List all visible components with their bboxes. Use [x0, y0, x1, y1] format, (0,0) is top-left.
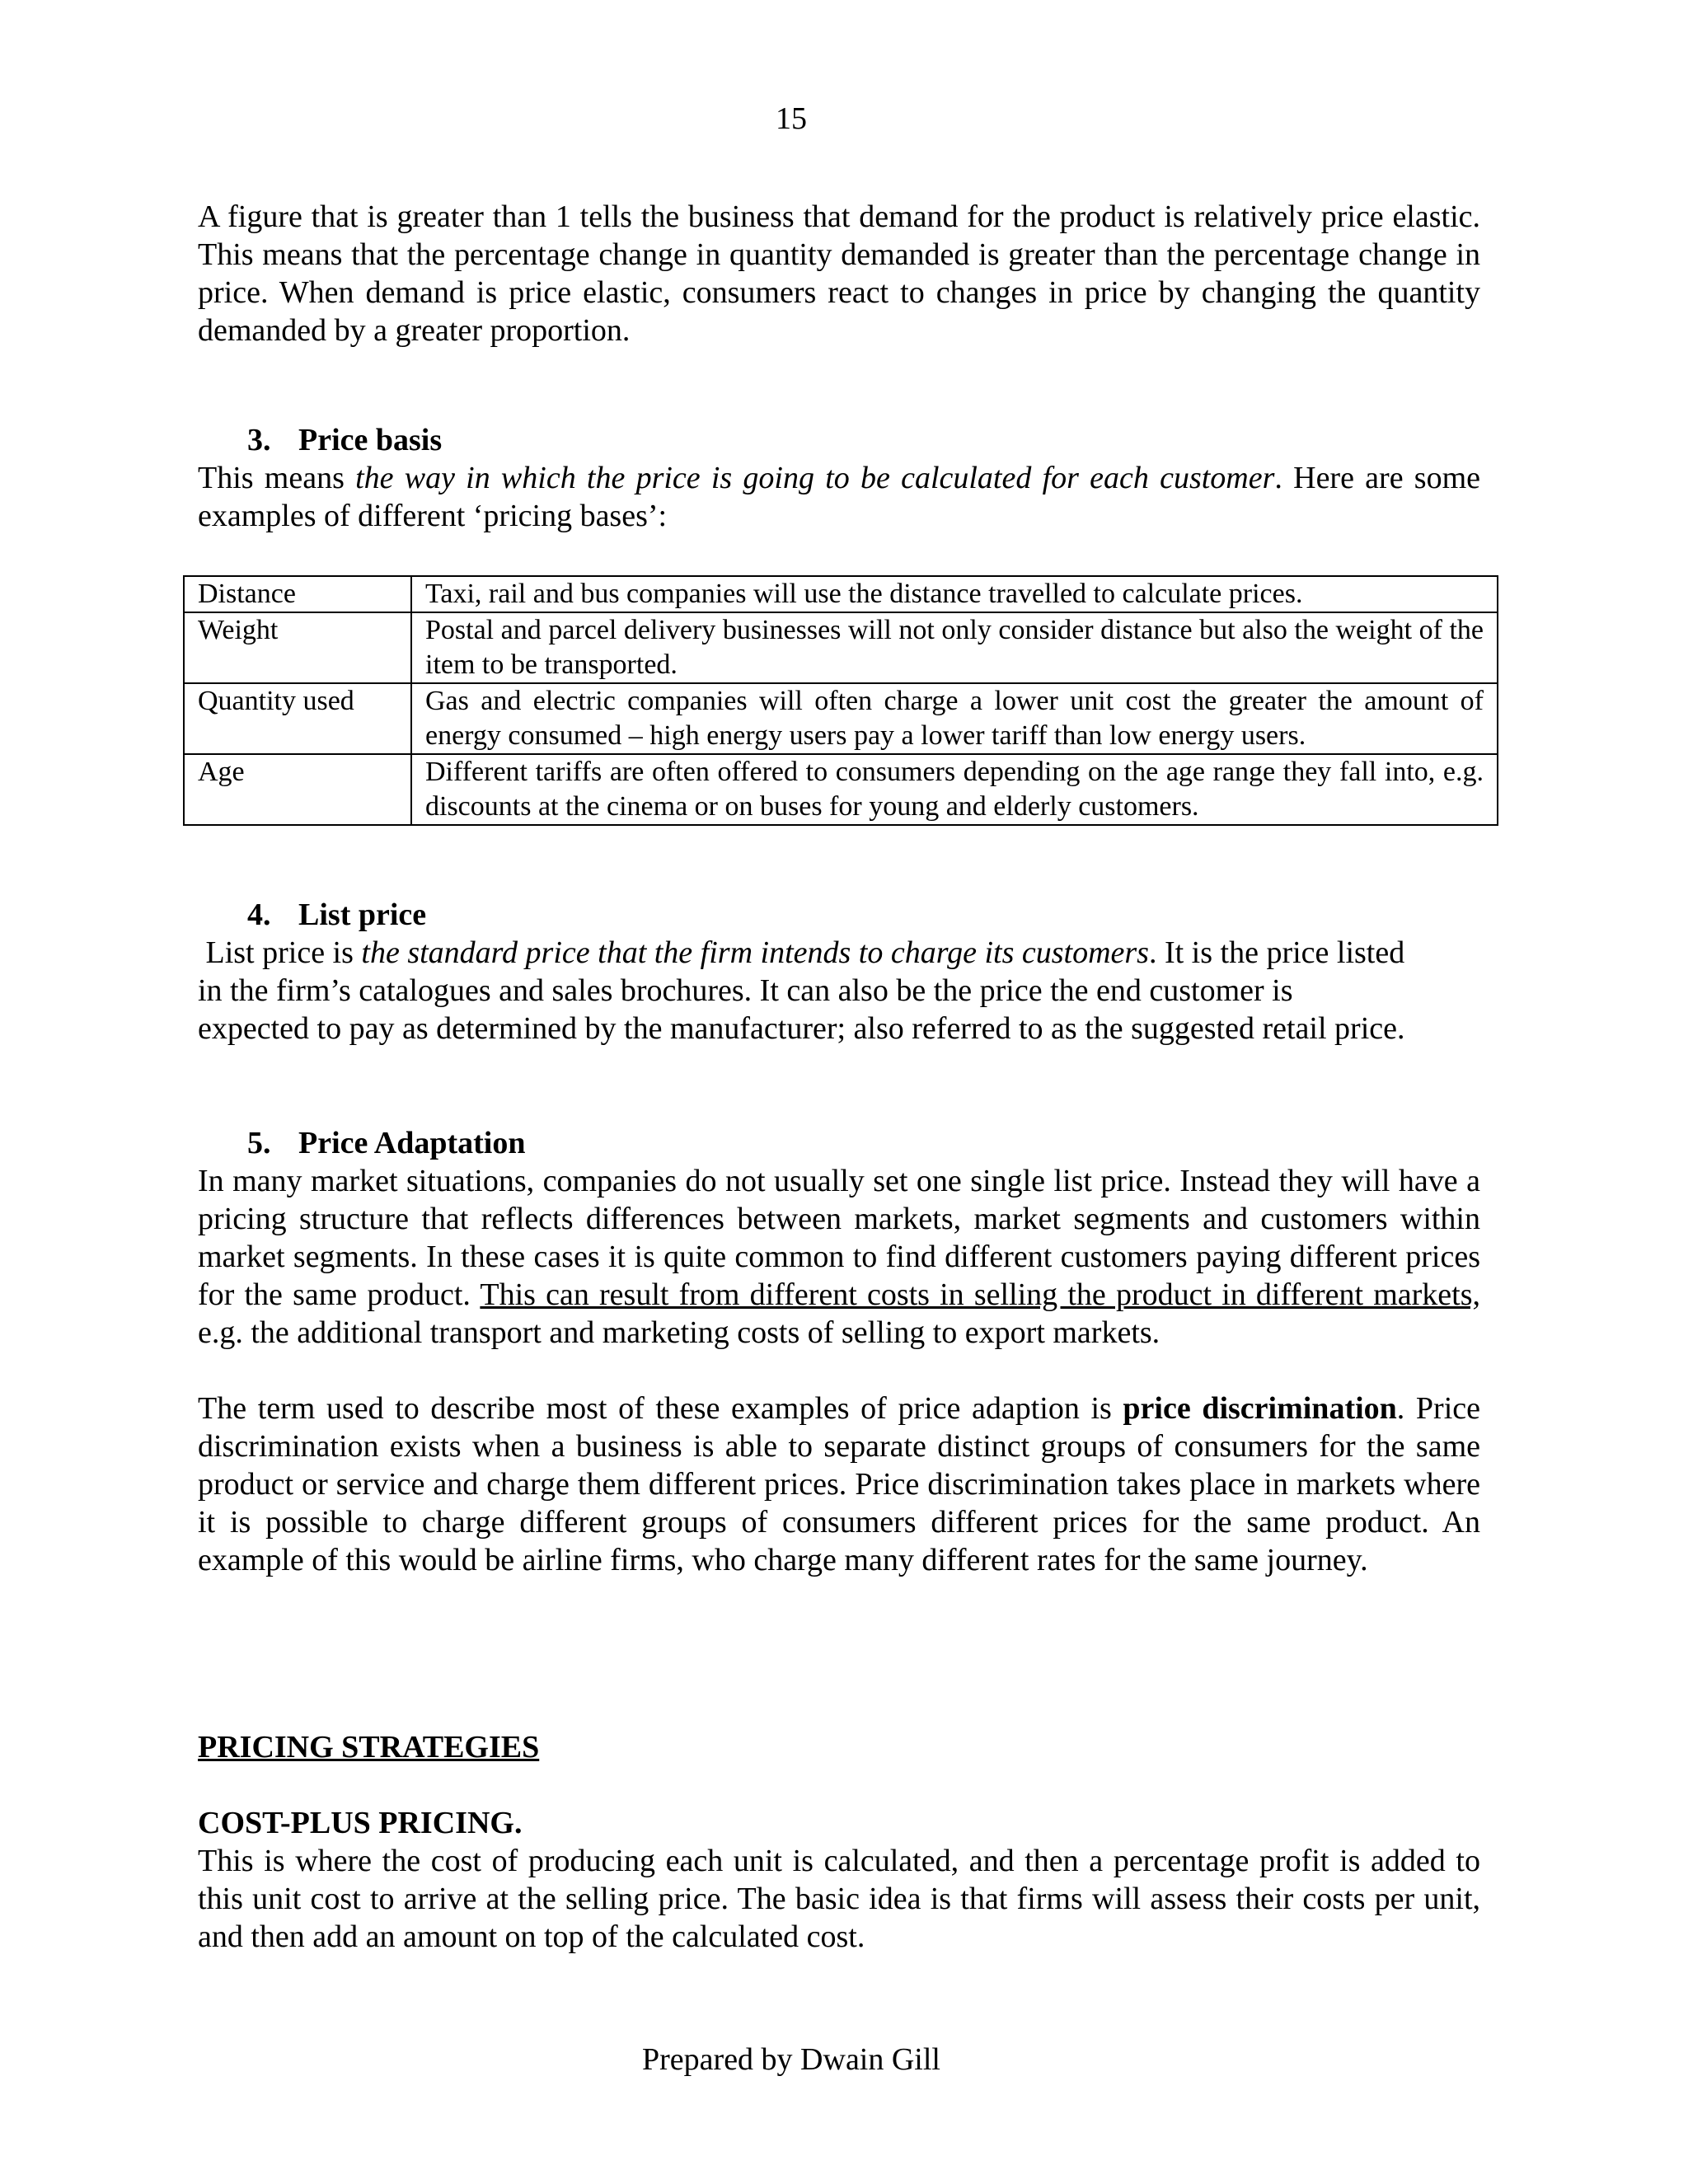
pricing-basis-label: Age [184, 754, 411, 825]
pricing-basis-row [184, 576, 1498, 612]
list-price-number: 4. [247, 898, 271, 932]
list-price-line-1 [198, 934, 1480, 972]
list-price-line-3: expected to pay as determined by the manufacturer; also referred to as the suggested retail price. [198, 1011, 1405, 1046]
page-footer: Prepared by Dwain Gill [642, 2042, 940, 2077]
page-number: 15 [776, 101, 807, 136]
price-basis-heading [198, 421, 1480, 459]
list-price-heading [198, 896, 1480, 934]
cost-plus-paragraph: This is where the cost of producing each unit is calculated, and then a percentage profit is added to this unit cost to arrive at the selling price. The basic idea is that firms will assess their costs per unit, and then add an amount on top of the calculated cost. [198, 1844, 1480, 1954]
intro-text-end: . Here are some examples of different ‘pricing bases’: [198, 461, 1480, 533]
pricing-bases-table [183, 575, 1498, 826]
intro-text: This means [198, 461, 356, 495]
price-adaptation-heading [198, 1124, 1480, 1162]
pricing-strategies-heading: PRICING STRATEGIES [198, 1730, 540, 1765]
pricing-basis-description: Different tariffs are often offered to consumers depending on the age range they fall into, e.g. discounts at the cinema or on buses for young and elderly customers. [411, 754, 1498, 825]
price-adaptation-title: Price Adaptation [298, 1126, 526, 1160]
pricing-basis-row [184, 612, 1498, 683]
adaptation-text-end: e.g. the additional transport and marketing costs of selling to export markets. [198, 1315, 1160, 1350]
price-basis-title: Price basis [298, 423, 443, 457]
list-price-title: List price [298, 898, 427, 932]
cost-plus-heading: COST-PLUS PRICING. [198, 1806, 523, 1840]
pricing-basis-label: Quantity used [184, 683, 411, 754]
price-adaptation-paragraph-2 [198, 1390, 1480, 1579]
list-price-line-2: in the firm’s catalogues and sales brochures. It can also be the price the end customer is [198, 973, 1293, 1008]
pricing-basis-label: Distance [184, 576, 411, 612]
intro-italic-text: the way in which the price is going to be calculated for each customer [355, 461, 1275, 495]
price-adaptation-number: 5. [247, 1126, 271, 1160]
price-adaptation-paragraph-1 [198, 1162, 1480, 1352]
price-basis-section [198, 421, 1480, 535]
pricing-strategies-section [198, 1728, 1480, 1956]
pricing-basis-description: Taxi, rail and bus companies will use the distance travelled to calculate prices. [411, 576, 1498, 612]
discrimination-text: The term used to describe most of these examples of price adaption is [198, 1391, 1123, 1426]
pricing-basis-description: Gas and electric companies will often charge a lower unit cost the greater the amount of energy consumed – high energy users pay a lower tariff than low energy users. [411, 683, 1498, 754]
discrimination-text-end: . Price discrimination exists when a business is able to separate distinct groups of consumers for the same product or service and charge them different prices. Price discrimination takes place in markets where it is possible to charge different groups of consumers different prices for the same product. An example of this would be airline firms, who charge many different rates for the same journey. [198, 1391, 1480, 1577]
list-price-section [198, 896, 1480, 1047]
adaptation-text: In many market situations, companies do not usually set one single list price. Instead they will have a pricing structure that reflects differences between markets, market segments and customers within market segments. In these cases it is quite common to find different customers paying different prices for the same product. [198, 1164, 1480, 1312]
pricing-basis-row [184, 683, 1498, 754]
pricing-basis-label: Weight [184, 612, 411, 683]
price-basis-number: 3. [247, 423, 271, 457]
list-price-text-end: . It is the price listed [1148, 935, 1405, 970]
pricing-basis-row [184, 754, 1498, 825]
list-price-italic-text: the standard price that the firm intends to charge its customers [361, 935, 1149, 970]
adaptation-underlined-text: This can result from different costs in selling the product in different markets, [480, 1277, 1481, 1312]
price-adaptation-section [198, 1124, 1480, 1579]
discrimination-bold-term: price discrimination [1123, 1391, 1397, 1426]
elasticity-section [198, 198, 1480, 349]
pricing-basis-description: Postal and parcel delivery businesses will not only consider distance but also the weight of the item to be transported. [411, 612, 1498, 683]
price-basis-intro [198, 459, 1480, 535]
elasticity-paragraph: A figure that is greater than 1 tells the business that demand for the product is relatively price elastic. This means that the percentage change in quantity demanded is greater than the percentage change in price. When demand is price elastic, consumers react to changes in price by changing the quantity demanded by a greater proportion. [198, 199, 1480, 348]
list-price-text: List price is [198, 935, 362, 970]
